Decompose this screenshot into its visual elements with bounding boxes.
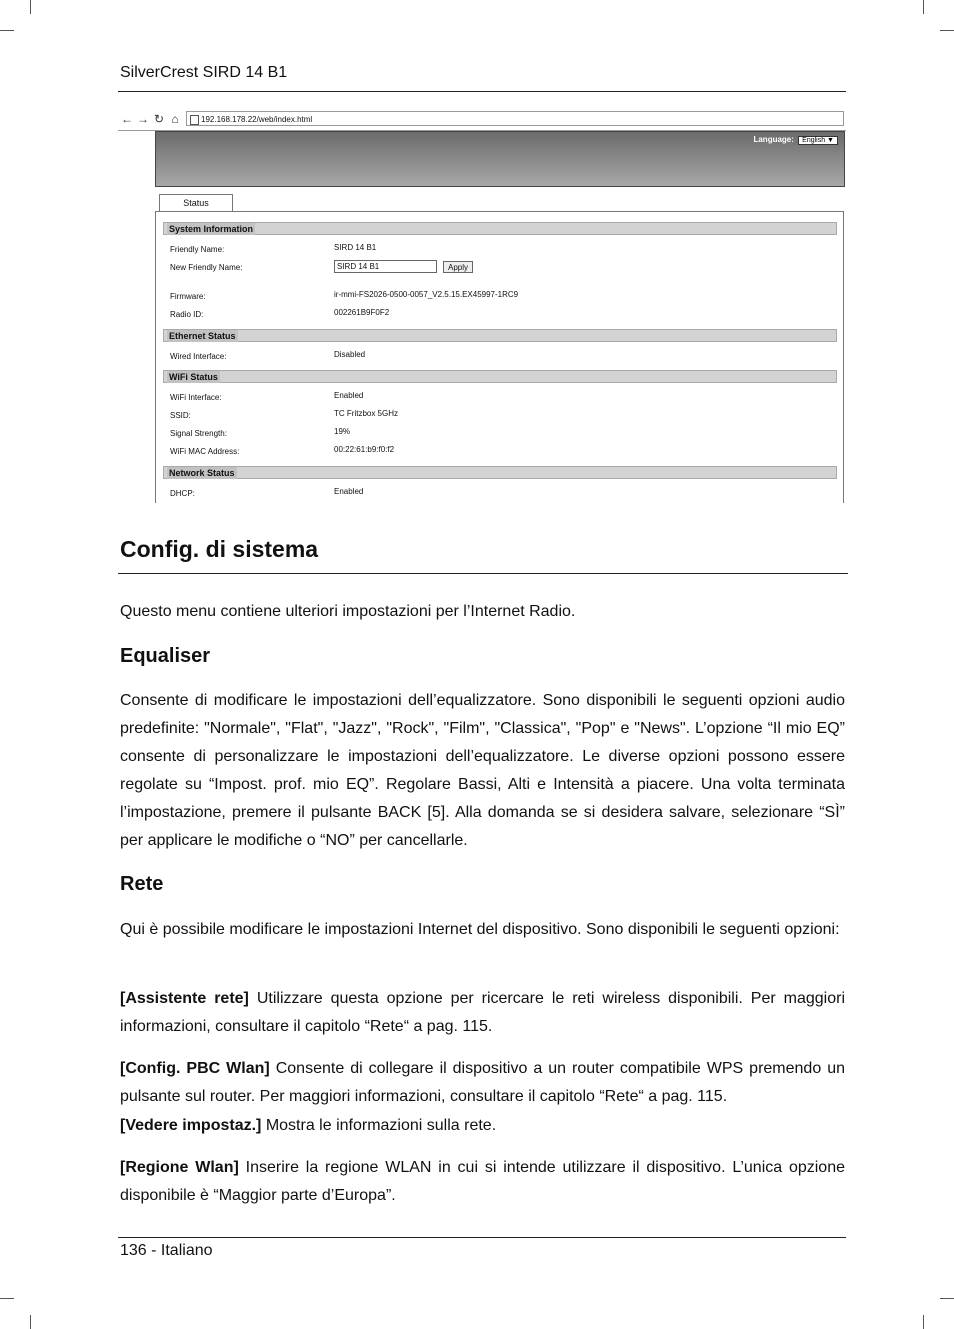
option-label: [Regione Wlan] <box>120 1159 239 1176</box>
crop-mark <box>940 30 954 31</box>
browser-toolbar <box>118 110 846 131</box>
new-friendly-name-input[interactable]: SIRD 14 B1 <box>334 260 437 273</box>
section-title: WiFi Status <box>169 372 218 382</box>
subheading-equaliser: Equaliser <box>120 645 211 667</box>
tab-status[interactable]: Status <box>159 194 233 212</box>
option-label: [Config. PBC Wlan] <box>120 1060 270 1077</box>
crop-mark <box>0 1298 14 1299</box>
crop-mark <box>923 1315 924 1329</box>
page-icon <box>190 115 199 125</box>
address-bar[interactable] <box>186 111 844 126</box>
rete-paragraph: Qui è possibile modificare le impostazioni Internet del dispositivo. Sono disponibili le seguenti opzioni: <box>120 921 840 938</box>
option-text: Utilizzare questa opzione per ricercare le reti wireless disponibili. Per maggiori informazioni, consultare il capitolo “Rete“ a pag. 115. <box>120 990 846 1035</box>
device-banner <box>155 131 845 187</box>
running-header: SilverCrest SIRD 14 B1 <box>120 64 288 81</box>
vedere-paragraph <box>120 1112 845 1140</box>
firmware-value: ir-mmi-FS2026-0500-0057_V2.5.15.EX45997-1RC9 <box>334 290 519 299</box>
option-text: Inserire la regione WLAN in cui si intende utilizzare il dispositivo. L’unica opzione disponibile è “Maggior parte d’Europa”. <box>120 1159 846 1204</box>
section-header <box>163 222 837 235</box>
footer-rule <box>118 1237 846 1238</box>
apply-button[interactable]: Apply <box>443 261 473 273</box>
field-label: SSID: <box>170 411 191 420</box>
regione-paragraph <box>120 1154 845 1210</box>
option-label: [Vedere impostaz.] <box>120 1117 262 1134</box>
section-header <box>163 329 837 342</box>
crop-mark <box>923 0 924 14</box>
assistente-paragraph <box>120 985 845 1041</box>
dhcp-value: Enabled <box>334 487 364 496</box>
field-label: DHCP: <box>170 489 195 498</box>
header-rule <box>118 91 846 92</box>
reload-icon[interactable]: ↻ <box>153 112 165 126</box>
section-header <box>163 370 837 383</box>
home-icon[interactable]: ⌂ <box>171 112 179 126</box>
signal-strength-value: 19% <box>334 427 351 436</box>
status-panel <box>155 211 844 503</box>
field-label: Friendly Name: <box>170 245 225 254</box>
friendly-name-value: SIRD 14 B1 <box>334 243 377 252</box>
crop-mark <box>940 1298 954 1299</box>
ssid-value: TC Fritzbox 5GHz <box>334 409 399 418</box>
equaliser-paragraph: Consente di modificare le impostazioni dell’equalizzatore. Sono disponibili le seguenti opzioni audio predefinite: "Normale", "Flat", "Jazz", "Rock", "Film", "Classica", "Pop" e "News". L’opzione “Il mio EQ” consente di personalizzare le impostazioni dell’equalizzatore. Le diverse opzioni possono essere regolate su “Impost. prof. mio EQ”. Regolare Bassi, Alti e Intensità a piacere. Una volta terminata l’impostazione, premere il pulsante BACK [5]. Alla domanda se si desidera salvare, selezionare “SÌ” per applicare le modifiche o “NO” per cancellarle. <box>120 692 845 849</box>
section-title: Network Status <box>169 468 235 478</box>
field-label: Wired Interface: <box>170 352 227 361</box>
section-title: System Information <box>169 224 254 234</box>
language-label: Language: <box>753 135 794 144</box>
option-text: Mostra le informazioni sulla rete. <box>261 1117 497 1134</box>
field-label: New Friendly Name: <box>170 263 243 272</box>
url-text: 192.168.178.22/web/index.html <box>201 115 313 124</box>
field-label: WiFi MAC Address: <box>170 447 240 456</box>
back-arrow-icon[interactable]: ← <box>121 112 133 126</box>
page-footer: 136 - Italiano <box>120 1242 213 1259</box>
forward-arrow-icon[interactable]: → <box>137 112 149 126</box>
heading-rule <box>118 573 848 574</box>
wired-interface-value: Disabled <box>334 350 366 359</box>
field-label: WiFi Interface: <box>170 393 222 402</box>
crop-mark <box>30 1315 31 1329</box>
crop-mark <box>0 30 14 31</box>
language-selector <box>753 135 838 145</box>
intro-paragraph: Questo menu contiene ulteriori impostazioni per l’Internet Radio. <box>120 603 576 620</box>
option-label: [Assistente rete] <box>120 990 249 1007</box>
field-label: Firmware: <box>170 292 206 301</box>
language-dropdown[interactable]: English ▼ <box>798 136 838 145</box>
section-title: Ethernet Status <box>169 331 236 341</box>
wifi-interface-value: Enabled <box>334 391 364 400</box>
field-label: Signal Strength: <box>170 429 227 438</box>
radio-id-value: 002261B9F0F2 <box>334 308 390 317</box>
pbc-paragraph <box>120 1055 845 1111</box>
wifi-mac-value: 00:22:61:b9:f0:f2 <box>334 445 395 454</box>
option-text: Consente di collegare il dispositivo a un router compatibile WPS premendo un pulsante sul router. Per maggiori informazioni, consultare il capitolo “Rete“ a pag. 115. <box>120 1060 845 1105</box>
web-ui-screenshot <box>118 108 846 503</box>
subheading-rete: Rete <box>120 873 164 895</box>
section-header <box>163 466 837 479</box>
field-label: Radio ID: <box>170 310 204 319</box>
section-heading: Config. di sistema <box>120 536 319 562</box>
crop-mark <box>30 0 31 14</box>
